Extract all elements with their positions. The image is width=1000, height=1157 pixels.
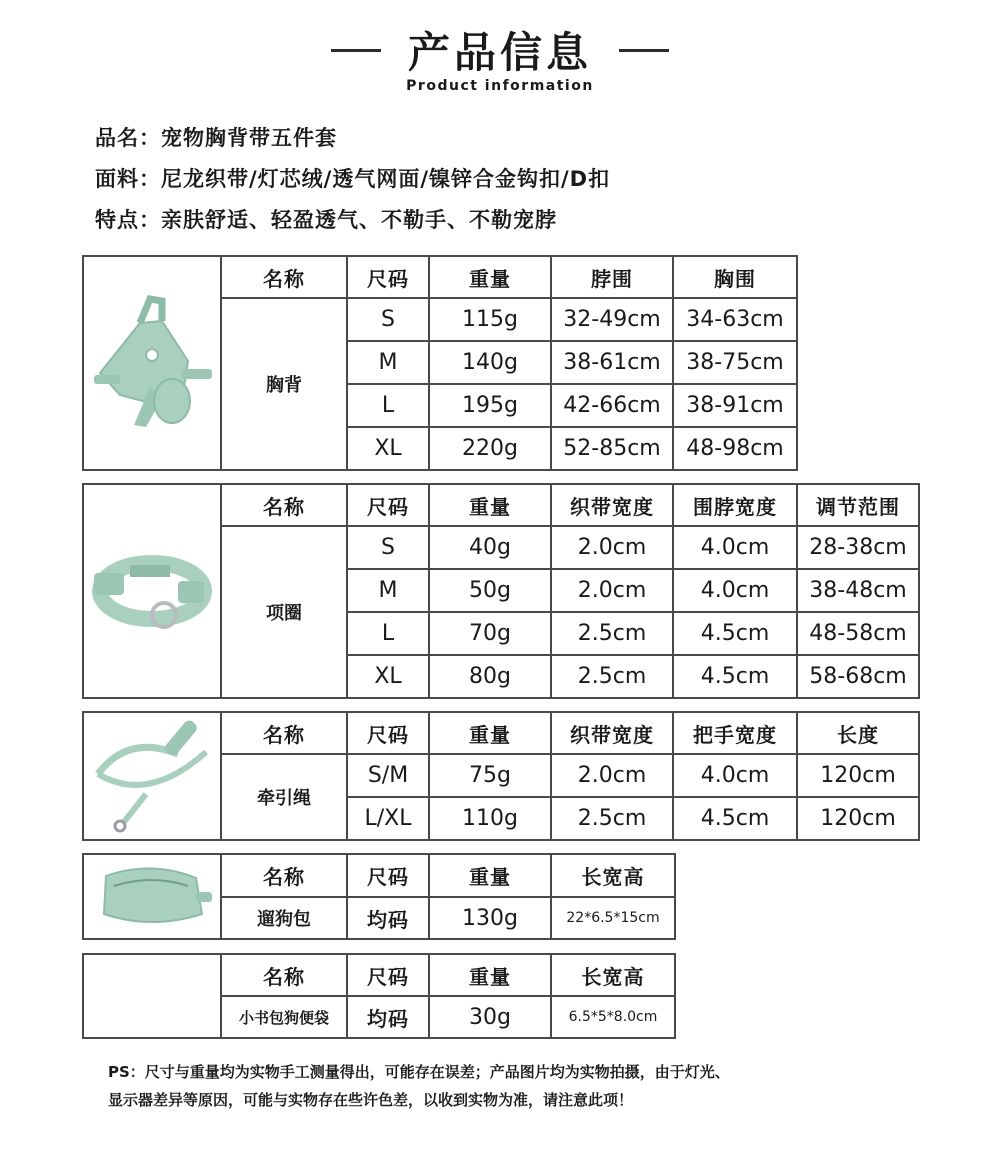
cell: L/XL	[347, 797, 429, 840]
collar-name-cell: 项圈	[221, 526, 347, 698]
cell: 38-91cm	[673, 384, 797, 427]
cell: 4.5cm	[673, 797, 797, 840]
cell: 4.0cm	[673, 569, 797, 612]
cell: 50g	[429, 569, 551, 612]
cell: XL	[347, 427, 429, 470]
bag-table	[82, 853, 676, 940]
cell: 2.0cm	[551, 754, 673, 797]
poop-bag-header-name: 名称	[221, 954, 347, 996]
collar-image	[83, 484, 221, 698]
cell: 38-61cm	[551, 341, 673, 384]
collar-header-webbing: 织带宽度	[551, 484, 673, 526]
harness-name-cell: 胸背	[221, 298, 347, 470]
cell: 2.5cm	[551, 612, 673, 655]
cell: 140g	[429, 341, 551, 384]
poop-bag-image	[83, 954, 221, 1038]
title-text: 产品信息	[407, 28, 592, 77]
cell: 38-48cm	[797, 569, 919, 612]
cell: 6.5*5*8.0cm	[551, 996, 675, 1038]
leash-image	[83, 712, 221, 840]
cell: S	[347, 298, 429, 341]
footnote-line-1: PS：尺寸与重量均为实物手工测量得出，可能存在误差；产品图片均为实物拍摄，由于灯光、	[108, 1063, 730, 1081]
harness-image	[83, 256, 221, 470]
leash-header-name: 名称	[221, 712, 347, 754]
material-line: 面料：尼龙织带/灯芯绒/透气网面/镍锌合金钩扣/D扣	[95, 167, 611, 191]
cell: 30g	[429, 996, 551, 1038]
cell: 52-85cm	[551, 427, 673, 470]
poop-bag-header-weight: 重量	[429, 954, 551, 996]
bag-image	[83, 854, 221, 939]
leash-table	[82, 711, 920, 841]
leash-name-cell: 牵引绳	[221, 754, 347, 840]
feature-line: 特点：亲肤舒适、轻盈透气、不勒手、不勒宠脖	[95, 208, 557, 232]
title-divider-left	[331, 49, 381, 52]
bag-header-weight: 重量	[429, 854, 551, 897]
cell: 4.5cm	[673, 655, 797, 698]
cell: 58-68cm	[797, 655, 919, 698]
cell: 2.0cm	[551, 569, 673, 612]
poop-bag-header-dimensions: 长宽高	[551, 954, 675, 996]
collar-header-neck-width: 围脖宽度	[673, 484, 797, 526]
cell: 2.5cm	[551, 655, 673, 698]
collar-table	[82, 483, 920, 699]
cell: 40g	[429, 526, 551, 569]
cell: 4.0cm	[673, 754, 797, 797]
leash-header-weight: 重量	[429, 712, 551, 754]
cell: L	[347, 384, 429, 427]
cell: M	[347, 569, 429, 612]
cell: 32-49cm	[551, 298, 673, 341]
cell: L	[347, 612, 429, 655]
harness-header-neck: 脖围	[551, 256, 673, 298]
cell: 110g	[429, 797, 551, 840]
collar-header-weight: 重量	[429, 484, 551, 526]
collar-icon	[90, 529, 214, 649]
cell: 38-75cm	[673, 341, 797, 384]
cell: 48-98cm	[673, 427, 797, 470]
leash-icon	[88, 714, 216, 834]
cell: 34-63cm	[673, 298, 797, 341]
bag-header-dimensions: 长宽高	[551, 854, 675, 897]
page-title	[0, 20, 1000, 80]
footnote	[108, 1058, 928, 1114]
cell: 120cm	[797, 754, 919, 797]
bag-header-size: 尺码	[347, 854, 429, 897]
leash-header-handle: 把手宽度	[673, 712, 797, 754]
cell: 2.0cm	[551, 526, 673, 569]
harness-header-name: 名称	[221, 256, 347, 298]
harness-table	[82, 255, 798, 471]
harness-icon	[90, 291, 214, 431]
cell: 115g	[429, 298, 551, 341]
leash-header-webbing: 织带宽度	[551, 712, 673, 754]
cell: 130g	[429, 897, 551, 939]
cell: XL	[347, 655, 429, 698]
cell: 120cm	[797, 797, 919, 840]
collar-header-range: 调节范围	[797, 484, 919, 526]
collar-header-size: 尺码	[347, 484, 429, 526]
cell: 48-58cm	[797, 612, 919, 655]
cell: 220g	[429, 427, 551, 470]
cell: 22*6.5*15cm	[551, 897, 675, 939]
cell: 4.0cm	[673, 526, 797, 569]
page-subtitle: Product information	[406, 78, 594, 94]
bag-name-cell: 遛狗包	[221, 897, 347, 939]
cell: 80g	[429, 655, 551, 698]
leash-header-length: 长度	[797, 712, 919, 754]
cell: M	[347, 341, 429, 384]
title-divider-right	[619, 49, 669, 52]
cell: 42-66cm	[551, 384, 673, 427]
poop-bag-header-size: 尺码	[347, 954, 429, 996]
harness-header-size: 尺码	[347, 256, 429, 298]
cell: 2.5cm	[551, 797, 673, 840]
cell: S/M	[347, 754, 429, 797]
poop-bag-table	[82, 953, 676, 1039]
cell: 195g	[429, 384, 551, 427]
footnote-line-2: 显示器差异等原因，可能与实物存在些许色差，以收到实物为准，请注意此项！	[108, 1091, 634, 1109]
bag-header-name: 名称	[221, 854, 347, 897]
cell: 70g	[429, 612, 551, 655]
collar-header-name: 名称	[221, 484, 347, 526]
cell: S	[347, 526, 429, 569]
cell: 均码	[347, 996, 429, 1038]
waist-bag-icon	[92, 856, 212, 934]
poop-bag-name-cell: 小书包狗便袋	[221, 996, 347, 1038]
cell: 4.5cm	[673, 612, 797, 655]
harness-header-weight: 重量	[429, 256, 551, 298]
cell: 28-38cm	[797, 526, 919, 569]
cell: 75g	[429, 754, 551, 797]
leash-header-size: 尺码	[347, 712, 429, 754]
harness-header-chest: 胸围	[673, 256, 797, 298]
cell: 均码	[347, 897, 429, 939]
product-name-line: 品名：宠物胸背带五件套	[95, 126, 337, 150]
